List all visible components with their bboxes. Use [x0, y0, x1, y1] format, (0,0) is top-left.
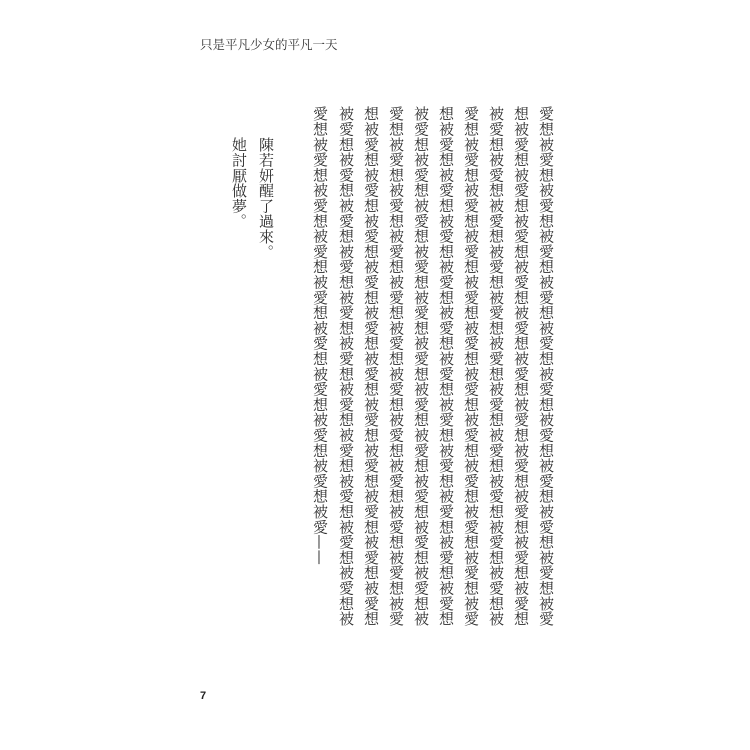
paragraph-line: 陳若妍醒了過來。	[257, 137, 275, 260]
running-head: 只是平凡少女的平凡一天	[200, 37, 338, 52]
text-column: 愛想被愛想被愛想被愛想被愛想被愛想被愛想被愛想被愛想被愛想被愛想被愛	[537, 106, 555, 627]
text-column: 被愛想被愛想被愛想被愛想被愛想被愛想被愛想被愛想被愛想被愛想被愛想被	[337, 106, 355, 627]
text-column: 想被愛想被愛想被愛想被愛想被愛想被愛想被愛想被愛想被愛想被愛想被愛想	[362, 106, 380, 627]
paragraph-line: 她討厭做夢。	[230, 137, 248, 229]
page-number: 7	[200, 690, 207, 702]
text-column: 愛想被愛想被愛想被愛想被愛想被愛想被愛想被愛想被愛想被愛想被愛想被愛	[462, 106, 480, 627]
text-column: 想被愛想被愛想被愛想被愛想被愛想被愛想被愛想被愛想被愛想被愛想被愛想	[437, 106, 455, 627]
text-column: 愛想被愛想被愛想被愛想被愛想被愛想被愛想被愛想被愛想被愛——	[311, 106, 329, 565]
text-column: 想被愛想被愛想被愛想被愛想被愛想被愛想被愛想被愛想被愛想被愛想被愛想	[512, 106, 530, 627]
text-column: 被愛想被愛想被愛想被愛想被愛想被愛想被愛想被愛想被愛想被愛想被愛想被	[487, 106, 505, 627]
text-column: 被愛想被愛想被愛想被愛想被愛想被愛想被愛想被愛想被愛想被愛想被愛想被	[412, 106, 430, 627]
text-column: 愛想被愛想被愛想被愛想被愛想被愛想被愛想被愛想被愛想被愛想被愛想被愛	[387, 106, 405, 627]
